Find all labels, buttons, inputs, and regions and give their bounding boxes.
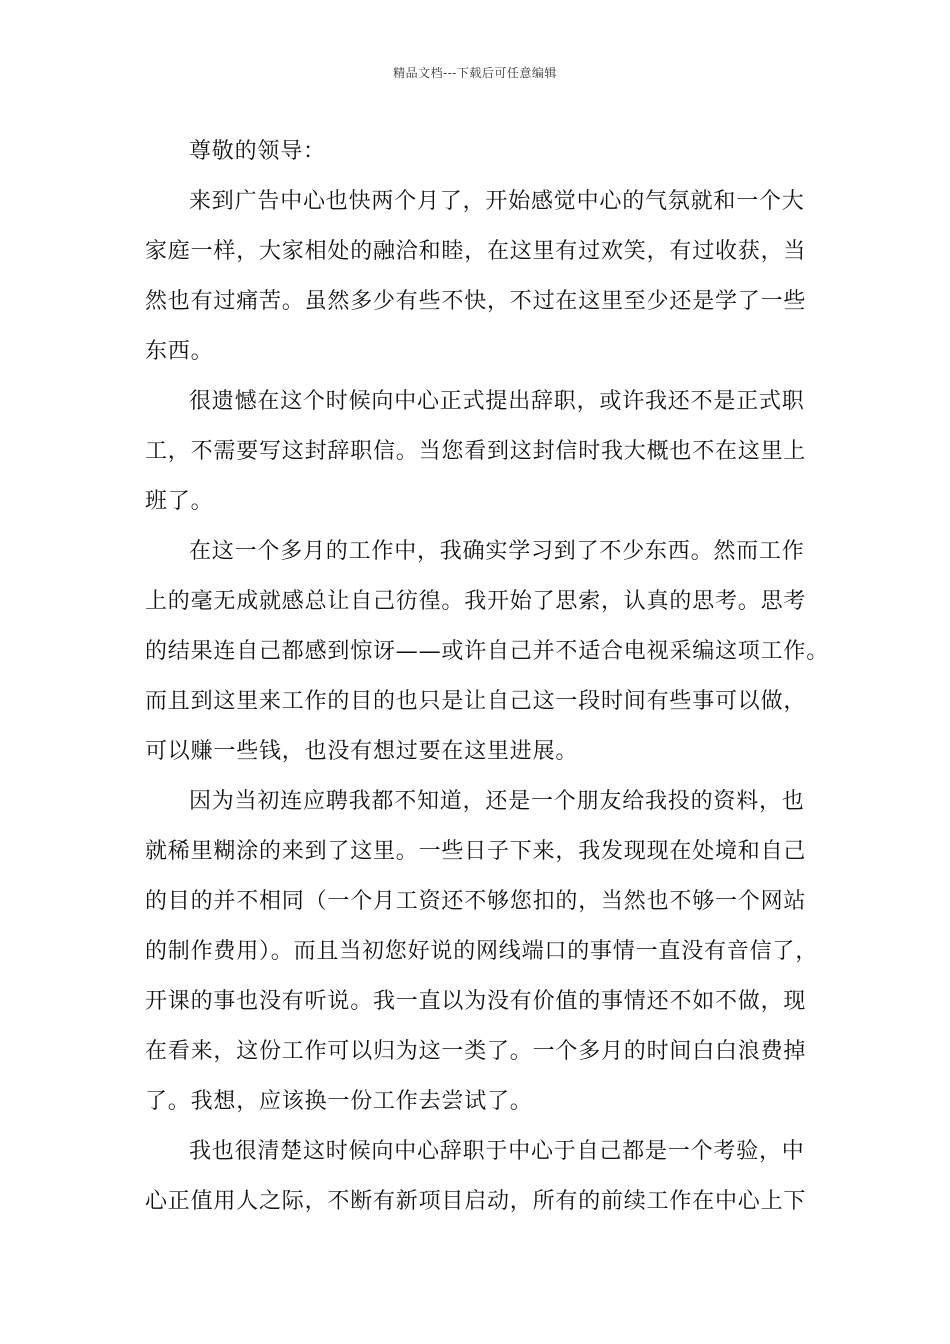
page-header: 精品文档---下载后可任意编辑 [393,66,557,80]
text-line: 的结果连自己都感到惊讶——或许自己并不适合电视采编这项工作。 [145,639,830,664]
text-line: 家庭一样，大家相处的融洽和睦，在这里有过欢笑，有过收获，当 [145,239,807,264]
text-line: 了。我想，应该换一份工作去尝试了。 [145,1089,533,1114]
text-line: 就稀里糊涂的来到了这里。一些日子下来，我发现现在处境和自己 [145,839,807,864]
text-line: 心正值用人之际，不断有新项目启动，所有的前续工作在中心上下 [145,1189,807,1214]
text-line: 的目的并不相同（一个月工资还不够您扣的，当然也不够一个网站 [145,889,807,914]
letter-body [145,132,830,1232]
text-line: 开课的事也没有听说。我一直以为没有价值的事情还不如不做，现 [145,989,807,1014]
text-line: 东西。 [145,339,214,364]
text-line: 上的毫无成就感总让自己彷徨。我开始了思索，认真的思考。思考 [145,589,807,614]
text-line: 很遗憾在这个时候向中心正式提出辞职，或许我还不是正式职 [189,389,805,414]
text-line: 班了。 [145,489,214,514]
salutation: 尊敬的领导： [189,139,326,164]
text-line: 的制作费用）。而且当初您好说的网线端口的事情一直没有音信了， [145,939,819,964]
text-line: 因为当初连应聘我都不知道，还是一个朋友给我投的资料，也 [189,789,805,814]
text-line: 在看来，这份工作可以归为这一类了。一个多月的时间白白浪费掉 [145,1039,807,1064]
text-line: 而且到这里来工作的目的也只是让自己这一段时间有些事可以做， [145,689,807,714]
text-line: 来到广告中心也快两个月了，开始感觉中心的气氛就和一个大 [189,189,805,214]
text-line: 然也有过痛苦。虽然多少有些不快，不过在这里至少还是学了一些 [145,289,807,314]
text-line: 在这一个多月的工作中，我确实学习到了不少东西。然而工作 [189,539,805,564]
text-line: 我也很清楚这时候向中心辞职于中心于自己都是一个考验，中 [189,1139,805,1164]
text-line: 可以赚一些钱，也没有想过要在这里进展。 [145,739,579,764]
text-line: 工，不需要写这封辞职信。当您看到这封信时我大概也不在这里上 [145,439,807,464]
